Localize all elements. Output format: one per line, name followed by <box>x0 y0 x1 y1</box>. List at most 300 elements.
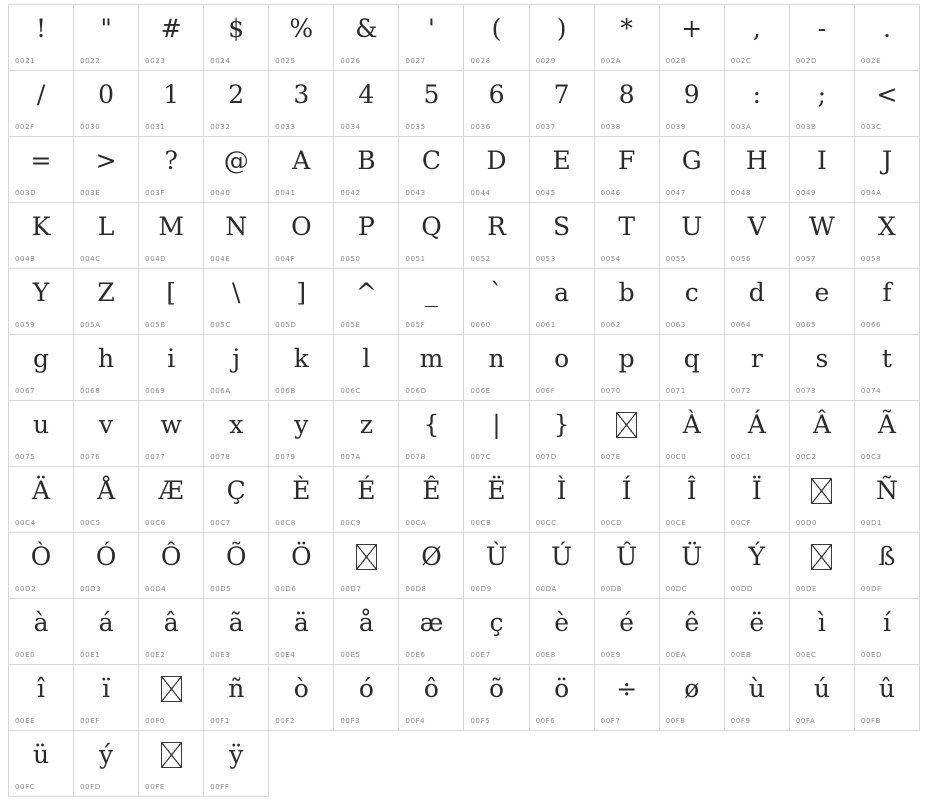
glyph-character: ÿ <box>229 740 244 769</box>
glyph-codepoint: 0060 <box>470 321 491 329</box>
glyph-cell[interactable] <box>399 533 464 599</box>
glyph-character: L <box>97 212 115 241</box>
glyph-codepoint: 0071 <box>665 387 686 395</box>
glyph-cell[interactable] <box>74 731 139 797</box>
glyph-cell-empty <box>269 731 334 797</box>
glyph-character: ê <box>684 608 700 637</box>
glyph-character: v <box>99 410 114 439</box>
glyph-character: ) <box>556 14 567 43</box>
glyph-codepoint: 0065 <box>795 321 817 329</box>
glyph-cell[interactable] <box>74 5 139 71</box>
glyph-cell[interactable] <box>595 599 660 665</box>
glyph-cell[interactable] <box>790 599 855 665</box>
glyph-character: " <box>100 14 112 43</box>
glyph-codepoint: 0040 <box>210 189 231 197</box>
glyph-cell[interactable] <box>9 269 74 335</box>
notdef-box-icon <box>139 671 203 707</box>
glyph-cell[interactable] <box>399 203 464 269</box>
glyph-cell[interactable] <box>74 71 139 137</box>
glyph-codepoint: 003E <box>80 189 101 197</box>
glyph-cell[interactable] <box>204 467 269 533</box>
glyph-cell[interactable] <box>9 203 74 269</box>
glyph-character: Å <box>97 476 116 505</box>
glyph-cell[interactable] <box>139 335 204 401</box>
glyph-codepoint: 0023 <box>145 57 166 65</box>
glyph-cell[interactable] <box>855 335 920 401</box>
glyph-cell[interactable] <box>269 467 334 533</box>
glyph-codepoint: 00EB <box>730 651 752 659</box>
glyph-codepoint: 0053 <box>535 255 556 263</box>
glyph-cell[interactable] <box>399 599 464 665</box>
glyph-character: Ï <box>751 476 762 505</box>
glyph-cell[interactable] <box>855 533 920 599</box>
glyph-cell-empty <box>725 731 790 797</box>
glyph-cell[interactable] <box>530 335 595 401</box>
glyph-cell[interactable] <box>595 203 660 269</box>
glyph-cell[interactable] <box>530 71 595 137</box>
glyph-cell[interactable] <box>464 203 529 269</box>
glyph-character: Ë <box>487 476 506 505</box>
glyph-codepoint: 00CB <box>470 519 492 527</box>
glyph-character: l <box>362 344 371 373</box>
glyph-cell[interactable] <box>204 203 269 269</box>
glyph-cell[interactable] <box>464 533 529 599</box>
glyph-character: ö <box>554 674 570 703</box>
glyph-cell[interactable] <box>530 137 595 203</box>
glyph-character: â <box>163 608 179 637</box>
glyph-cell[interactable] <box>204 5 269 71</box>
glyph-cell[interactable] <box>855 5 920 71</box>
glyph-cell[interactable] <box>334 401 399 467</box>
glyph-codepoint: 00C1 <box>730 453 752 461</box>
glyph-cell[interactable] <box>74 533 139 599</box>
glyph-codepoint: 00E3 <box>210 651 231 659</box>
glyph-cell[interactable] <box>399 269 464 335</box>
glyph-codepoint: 0079 <box>275 453 296 461</box>
glyph-character: Q <box>421 212 442 241</box>
glyph-cell[interactable] <box>660 137 725 203</box>
glyph-codepoint: 00E6 <box>405 651 426 659</box>
glyph-cell[interactable] <box>139 137 204 203</box>
glyph-cell[interactable] <box>790 467 855 533</box>
glyph-cell[interactable] <box>9 467 74 533</box>
glyph-cell[interactable] <box>334 71 399 137</box>
glyph-cell[interactable] <box>595 665 660 731</box>
glyph-character: & <box>355 14 378 43</box>
glyph-character: , <box>752 14 761 43</box>
glyph-codepoint: 0075 <box>15 453 36 461</box>
glyph-character: ò <box>293 674 309 703</box>
glyph-character: + <box>681 14 703 43</box>
glyph-cell[interactable] <box>204 71 269 137</box>
glyph-character: { <box>423 410 440 439</box>
glyph-cell[interactable] <box>139 599 204 665</box>
glyph-cell[interactable] <box>9 137 74 203</box>
glyph-character: Ã <box>877 410 896 439</box>
glyph-cell[interactable] <box>530 467 595 533</box>
glyph-cell[interactable] <box>790 665 855 731</box>
glyph-character: ý <box>99 740 114 769</box>
glyph-codepoint: 003D <box>15 189 37 197</box>
glyph-cell[interactable] <box>660 269 725 335</box>
glyph-cell[interactable] <box>9 599 74 665</box>
glyph-cell[interactable] <box>399 137 464 203</box>
glyph-cell[interactable] <box>790 335 855 401</box>
glyph-character: Z <box>97 278 115 307</box>
glyph-cell[interactable] <box>464 599 529 665</box>
glyph-cell[interactable] <box>595 467 660 533</box>
glyph-cell[interactable] <box>399 401 464 467</box>
glyph-character: = <box>30 146 52 175</box>
glyph-character: Ý <box>748 542 766 571</box>
glyph-cell-empty <box>334 731 399 797</box>
glyph-codepoint: 002B <box>665 57 687 65</box>
glyph-cell[interactable] <box>139 467 204 533</box>
glyph-cell[interactable] <box>464 665 529 731</box>
glyph-cell[interactable] <box>334 5 399 71</box>
glyph-character: P <box>357 212 375 241</box>
glyph-codepoint: 005C <box>210 321 231 329</box>
glyph-cell[interactable] <box>9 731 74 797</box>
glyph-cell[interactable] <box>204 533 269 599</box>
glyph-cell[interactable] <box>74 137 139 203</box>
glyph-cell[interactable] <box>9 533 74 599</box>
glyph-cell[interactable] <box>725 533 790 599</box>
glyph-codepoint: 002A <box>600 57 622 65</box>
glyph-cell[interactable] <box>595 71 660 137</box>
glyph-cell[interactable] <box>790 203 855 269</box>
glyph-cell[interactable] <box>204 731 269 797</box>
glyph-cell[interactable] <box>790 137 855 203</box>
glyph-character: # <box>160 14 182 43</box>
glyph-cell[interactable] <box>204 401 269 467</box>
glyph-cell[interactable] <box>855 71 920 137</box>
glyph-cell[interactable] <box>725 269 790 335</box>
glyph-character: Æ <box>158 476 184 505</box>
glyph-cell[interactable] <box>595 335 660 401</box>
glyph-cell[interactable] <box>204 269 269 335</box>
glyph-codepoint: 003A <box>730 123 752 131</box>
glyph-character: ÷ <box>616 674 638 703</box>
glyph-character: ì <box>817 608 826 637</box>
glyph-cell[interactable] <box>399 467 464 533</box>
glyph-codepoint: 00CD <box>600 519 623 527</box>
glyph-cell[interactable] <box>595 401 660 467</box>
glyph-character: ( <box>491 14 502 43</box>
glyph-codepoint: 00C6 <box>145 519 166 527</box>
glyph-codepoint: 00FB <box>860 717 882 725</box>
glyph-cell[interactable] <box>334 269 399 335</box>
glyph-character: G <box>681 146 702 175</box>
glyph-codepoint: 00F9 <box>730 717 751 725</box>
glyph-cell[interactable] <box>464 71 529 137</box>
glyph-codepoint: 006D <box>405 387 427 395</box>
glyph-cell[interactable] <box>855 467 920 533</box>
glyph-cell[interactable] <box>204 137 269 203</box>
glyph-codepoint: 0058 <box>860 255 882 263</box>
glyph-cell[interactable] <box>595 269 660 335</box>
glyph-cell[interactable] <box>269 335 334 401</box>
glyph-character: Ç <box>226 476 246 505</box>
glyph-character: : <box>752 80 762 109</box>
glyph-cell[interactable] <box>204 665 269 731</box>
glyph-character: V <box>747 212 766 241</box>
glyph-cell[interactable] <box>790 401 855 467</box>
glyph-cell[interactable] <box>855 269 920 335</box>
glyph-codepoint: 0048 <box>730 189 751 197</box>
glyph-cell[interactable] <box>464 335 529 401</box>
glyph-character: ' <box>428 14 435 43</box>
glyph-cell[interactable] <box>725 5 790 71</box>
glyph-character: Ø <box>421 542 442 571</box>
glyph-cell[interactable] <box>530 269 595 335</box>
glyph-codepoint: 00DA <box>535 585 557 593</box>
glyph-cell[interactable] <box>269 71 334 137</box>
glyph-codepoint: 0051 <box>405 255 426 263</box>
glyph-codepoint: 0073 <box>795 387 817 395</box>
glyph-cell[interactable] <box>334 467 399 533</box>
glyph-cell[interactable] <box>660 5 725 71</box>
glyph-cell[interactable] <box>204 599 269 665</box>
glyph-cell[interactable] <box>74 335 139 401</box>
glyph-character: Û <box>616 542 638 571</box>
glyph-cell[interactable] <box>334 203 399 269</box>
glyph-cell[interactable] <box>530 203 595 269</box>
glyph-cell[interactable] <box>530 599 595 665</box>
glyph-cell[interactable] <box>790 71 855 137</box>
glyph-cell[interactable] <box>530 401 595 467</box>
glyph-cell[interactable] <box>269 203 334 269</box>
glyph-character: ø <box>684 674 700 703</box>
glyph-character: c <box>684 278 699 307</box>
glyph-codepoint: 005E <box>340 321 361 329</box>
glyph-codepoint: 0078 <box>210 453 231 461</box>
glyph-cell[interactable] <box>790 533 855 599</box>
glyph-cell[interactable] <box>725 203 790 269</box>
glyph-codepoint: 007D <box>535 453 557 461</box>
glyph-codepoint: 002C <box>730 57 752 65</box>
glyph-cell[interactable] <box>74 665 139 731</box>
glyph-character: b <box>618 278 635 307</box>
glyph-codepoint: 007E <box>600 453 621 461</box>
glyph-cell[interactable] <box>464 5 529 71</box>
glyph-cell[interactable] <box>660 401 725 467</box>
glyph-character: ã <box>228 608 244 637</box>
glyph-codepoint: 00F1 <box>210 717 230 725</box>
glyph-cell[interactable] <box>399 335 464 401</box>
glyph-character: O <box>291 212 312 241</box>
glyph-character: ç <box>489 608 504 637</box>
glyph-character: S <box>553 212 571 241</box>
glyph-character: j <box>232 344 241 373</box>
glyph-codepoint: 0066 <box>860 321 882 329</box>
glyph-character: ^ <box>355 278 377 307</box>
glyph-codepoint: 00F3 <box>340 717 361 725</box>
glyph-cell[interactable] <box>595 533 660 599</box>
glyph-cell[interactable] <box>204 335 269 401</box>
glyph-cell[interactable] <box>269 401 334 467</box>
glyph-character: í <box>882 608 891 637</box>
glyph-character: Ú <box>551 542 573 571</box>
glyph-codepoint: 00D8 <box>405 585 427 593</box>
glyph-codepoint: 004C <box>80 255 101 263</box>
glyph-cell[interactable] <box>725 401 790 467</box>
glyph-cell-empty <box>660 731 725 797</box>
glyph-cell[interactable] <box>725 335 790 401</box>
glyph-cell[interactable] <box>790 269 855 335</box>
glyph-character: á <box>98 608 114 637</box>
glyph-cell[interactable] <box>139 71 204 137</box>
glyph-codepoint: 00F0 <box>145 717 165 725</box>
glyph-character: Ü <box>681 542 703 571</box>
glyph-codepoint: 0046 <box>600 189 621 197</box>
glyph-character: 6 <box>488 80 505 109</box>
glyph-cell[interactable] <box>660 533 725 599</box>
glyph-codepoint: 0038 <box>600 123 621 131</box>
glyph-codepoint: 00E8 <box>535 651 556 659</box>
glyph-character: ü <box>32 740 50 769</box>
glyph-cell[interactable] <box>334 137 399 203</box>
glyph-cell[interactable] <box>74 401 139 467</box>
glyph-cell[interactable] <box>334 665 399 731</box>
glyph-character: Â <box>812 410 831 439</box>
glyph-codepoint: 00C7 <box>210 519 231 527</box>
glyph-cell[interactable] <box>855 599 920 665</box>
glyph-cell[interactable] <box>464 137 529 203</box>
glyph-cell[interactable] <box>660 665 725 731</box>
glyph-cell[interactable] <box>139 731 204 797</box>
glyph-codepoint: 005F <box>405 321 426 329</box>
glyph-character: s <box>815 344 829 373</box>
glyph-cell[interactable] <box>399 665 464 731</box>
glyph-cell[interactable] <box>74 269 139 335</box>
glyph-character: h <box>98 344 115 373</box>
glyph-cell[interactable] <box>74 203 139 269</box>
glyph-cell[interactable] <box>269 533 334 599</box>
glyph-cell[interactable] <box>464 467 529 533</box>
glyph-character: ï <box>102 674 111 703</box>
glyph-cell[interactable] <box>9 401 74 467</box>
glyph-cell[interactable] <box>660 203 725 269</box>
glyph-codepoint: 00D4 <box>145 585 167 593</box>
glyph-character: Î <box>686 476 697 505</box>
glyph-cell[interactable] <box>9 665 74 731</box>
glyph-codepoint: 00F4 <box>405 717 426 725</box>
glyph-cell[interactable] <box>74 599 139 665</box>
glyph-cell[interactable] <box>9 335 74 401</box>
glyph-cell[interactable] <box>334 599 399 665</box>
glyph-cell[interactable] <box>464 269 529 335</box>
glyph-cell[interactable] <box>660 71 725 137</box>
glyph-codepoint: 00D0 <box>795 519 817 527</box>
glyph-codepoint: 006F <box>535 387 556 395</box>
glyph-cell[interactable] <box>269 269 334 335</box>
glyph-character: 2 <box>228 80 245 109</box>
glyph-cell[interactable] <box>855 665 920 731</box>
glyph-character: C <box>421 146 442 175</box>
glyph-cell[interactable] <box>334 533 399 599</box>
glyph-cell[interactable] <box>334 335 399 401</box>
glyph-cell[interactable] <box>725 467 790 533</box>
glyph-character: ] <box>296 278 307 307</box>
glyph-codepoint: 003F <box>145 189 165 197</box>
glyph-codepoint: 0045 <box>535 189 556 197</box>
glyph-cell[interactable] <box>269 137 334 203</box>
glyph-codepoint: 0036 <box>470 123 491 131</box>
glyph-cell[interactable] <box>9 5 74 71</box>
glyph-cell[interactable] <box>595 5 660 71</box>
glyph-character: \ <box>232 278 241 307</box>
glyph-codepoint: 002E <box>860 57 882 65</box>
glyph-cell[interactable] <box>74 467 139 533</box>
glyph-character: é <box>619 608 635 637</box>
glyph-cell[interactable] <box>855 203 920 269</box>
glyph-codepoint: 0029 <box>535 57 556 65</box>
glyph-cell[interactable] <box>139 269 204 335</box>
glyph-character: U <box>681 212 703 241</box>
glyph-cell[interactable] <box>660 335 725 401</box>
glyph-cell[interactable] <box>855 137 920 203</box>
glyph-codepoint: 0026 <box>340 57 361 65</box>
glyph-cell[interactable] <box>725 137 790 203</box>
glyph-cell[interactable] <box>269 599 334 665</box>
glyph-codepoint: 00DE <box>795 585 817 593</box>
glyph-cell[interactable] <box>660 467 725 533</box>
glyph-character: 9 <box>683 80 700 109</box>
glyph-cell[interactable] <box>139 203 204 269</box>
glyph-codepoint: 00FD <box>80 783 101 791</box>
glyph-cell[interactable] <box>595 137 660 203</box>
glyph-codepoint: 0021 <box>15 57 36 65</box>
glyph-character: a <box>554 278 570 307</box>
glyph-codepoint: 00C2 <box>795 453 817 461</box>
glyph-codepoint: 00DD <box>730 585 753 593</box>
glyph-codepoint: 00DF <box>860 585 882 593</box>
glyph-cell[interactable] <box>269 665 334 731</box>
glyph-character: î <box>37 674 46 703</box>
glyph-character: f <box>882 278 892 307</box>
glyph-cell[interactable] <box>725 665 790 731</box>
glyph-codepoint: 0064 <box>730 321 751 329</box>
glyph-cell[interactable] <box>139 665 204 731</box>
glyph-cell[interactable] <box>530 665 595 731</box>
glyph-cell[interactable] <box>725 599 790 665</box>
glyph-character: w <box>160 410 182 439</box>
glyph-cell[interactable] <box>855 401 920 467</box>
glyph-cell[interactable] <box>464 401 529 467</box>
glyph-cell[interactable] <box>660 599 725 665</box>
glyph-codepoint: 0050 <box>340 255 361 263</box>
glyph-cell[interactable] <box>790 5 855 71</box>
glyph-character: x <box>229 410 244 439</box>
glyph-cell[interactable] <box>139 5 204 71</box>
glyph-cell[interactable] <box>139 401 204 467</box>
glyph-cell[interactable] <box>139 533 204 599</box>
glyph-cell[interactable] <box>725 71 790 137</box>
glyph-cell[interactable] <box>399 71 464 137</box>
glyph-character: H <box>745 146 768 175</box>
glyph-cell[interactable] <box>269 5 334 71</box>
glyph-cell[interactable] <box>9 71 74 137</box>
glyph-cell[interactable] <box>399 5 464 71</box>
glyph-character: Ì <box>556 476 567 505</box>
glyph-map-grid <box>8 4 920 797</box>
glyph-character: ô <box>423 674 439 703</box>
glyph-cell[interactable] <box>530 5 595 71</box>
glyph-codepoint: 0072 <box>730 387 751 395</box>
glyph-character: X <box>878 212 896 241</box>
glyph-cell[interactable] <box>530 533 595 599</box>
